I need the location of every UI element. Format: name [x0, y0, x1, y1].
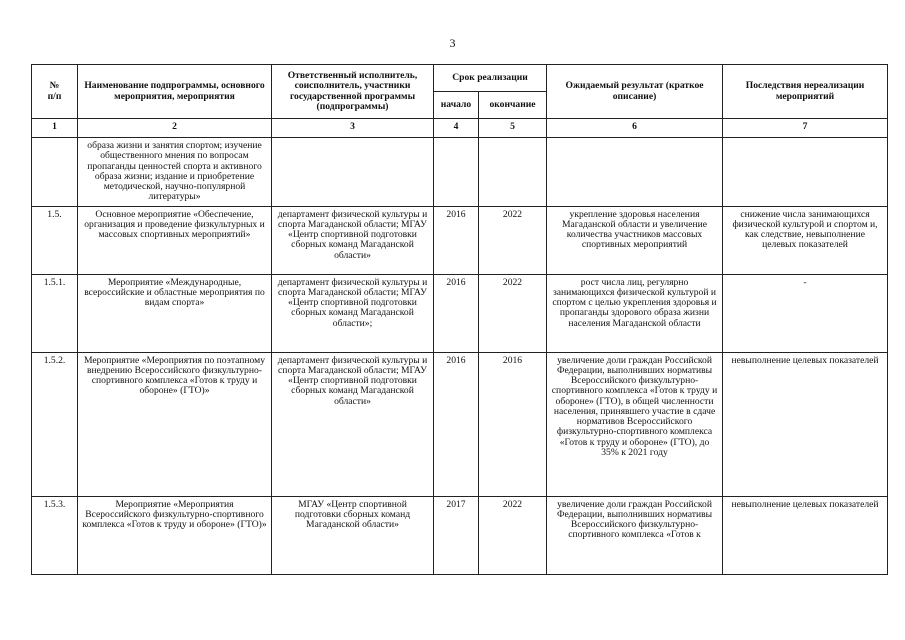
- column-number: 5: [479, 119, 547, 138]
- row-consequence: снижение числа занимающихся физической культурой и спортом и, как следствие, невыполнение целевых показателей: [723, 206, 888, 274]
- row-result: увеличение доли граждан Российской Федерации, выполнивших нормативы Всероссийского физкультурно-спортивного комплекса «Готов к: [547, 496, 723, 574]
- row-start: 2017: [434, 496, 479, 574]
- row-consequence: -: [723, 274, 888, 352]
- row-executor: департамент физической культуры и спорта Магаданской области; МГАУ «Центр спортивной подготовки сборных команд Магаданской области»: [272, 206, 434, 274]
- program-table: [31, 64, 888, 575]
- row-number: [32, 138, 78, 207]
- row-executor: МГАУ «Центр спортивной подготовки сборных команд Магаданской области»: [272, 496, 434, 574]
- row-end: 2022: [479, 496, 547, 574]
- page-number: 3: [449, 36, 456, 50]
- column-number: 7: [723, 119, 888, 138]
- row-number: 1.5.: [32, 206, 78, 274]
- column-number: 1: [32, 119, 78, 138]
- row-name: образа жизни и занятия спортом; изучение общественного мнения по вопросам пропаганды ценностей спорта и активного образа жизни; издание и приобретение методической, научно-популярной литературы»: [78, 138, 272, 207]
- row-number: 1.5.1.: [32, 274, 78, 352]
- row-executor: [272, 138, 434, 207]
- header-start: начало: [434, 92, 479, 119]
- row-name: Основное мероприятие «Обеспечение, организация и проведение физкультурных и массовых спортивных мероприятий»: [78, 206, 272, 274]
- table-row: [32, 274, 888, 352]
- row-name: Мероприятие «Мероприятия Всероссийского физкультурно-спортивного комплекса «Готов к труду и обороне» (ГТО)»: [78, 496, 272, 574]
- row-start: 2016: [434, 352, 479, 496]
- row-start: [434, 138, 479, 207]
- header-end: окончание: [479, 92, 547, 119]
- header-number: № п/п: [32, 65, 78, 119]
- table-row: [32, 138, 888, 207]
- row-consequence: [723, 138, 888, 207]
- row-consequence: невыполнение целевых показателей: [723, 496, 888, 574]
- row-start: 2016: [434, 274, 479, 352]
- column-number: 2: [78, 119, 272, 138]
- table-row: [32, 206, 888, 274]
- header-result: Ожидаемый результат (краткое описание): [547, 65, 723, 119]
- column-number-row: [32, 119, 888, 138]
- row-result: [547, 138, 723, 207]
- row-number: 1.5.2.: [32, 352, 78, 496]
- row-consequence: невыполнение целевых показателей: [723, 352, 888, 496]
- row-result: увеличение доли граждан Российской Федерации, выполнивших нормативы Всероссийского физкультурно-спортивного комплекса «Готов к труду и обороне» (ГТО), в общей численности населения, принявшего участие в сдаче нормативов Всероссийского физкультурно-спортивного комплекса «Готов к труду и обороне» (ГТО), до 35% к 2021 году: [547, 352, 723, 496]
- table-row: [32, 352, 888, 496]
- table-row: [32, 496, 888, 574]
- header-consequence: Последствия нереализации мероприятий: [723, 65, 888, 119]
- column-number: 3: [272, 119, 434, 138]
- table-header: [32, 65, 888, 138]
- row-name: Мероприятие «Мероприятия по поэтапному внедрению Всероссийского физкультурно-спортивного комплекса «Готов к труду и обороне» (ГТО)»: [78, 352, 272, 496]
- column-number: 6: [547, 119, 723, 138]
- row-executor: департамент физической культуры и спорта Магаданской области; МГАУ «Центр спортивной подготовки сборных команд Магаданской области»;: [272, 274, 434, 352]
- row-result: рост числа лиц, регулярно занимающихся физической культурой и спортом с целью укрепления здоровья и пропаганды здорового образа жизни населения Магаданской области: [547, 274, 723, 352]
- row-executor: департамент физической культуры и спорта Магаданской области; МГАУ «Центр спортивной подготовки сборных команд Магаданской области»: [272, 352, 434, 496]
- row-end: 2016: [479, 352, 547, 496]
- header-executor: Ответственный исполнитель, соисполнитель, участники государственной программы (подпрограммы): [272, 65, 434, 119]
- header-period: Срок реализации: [434, 65, 547, 92]
- column-number: 4: [434, 119, 479, 138]
- row-end: 2022: [479, 206, 547, 274]
- row-result: укрепление здоровья населения Магаданской области и увеличение количества участников массовых спортивных мероприятий: [547, 206, 723, 274]
- row-end: [479, 138, 547, 207]
- row-end: 2022: [479, 274, 547, 352]
- row-start: 2016: [434, 206, 479, 274]
- header-name: Наименование подпрограммы, основного мероприятия, мероприятия: [78, 65, 272, 119]
- row-number: 1.5.3.: [32, 496, 78, 574]
- row-name: Мероприятие «Международные, всероссийские и областные мероприятия по видам спорта»: [78, 274, 272, 352]
